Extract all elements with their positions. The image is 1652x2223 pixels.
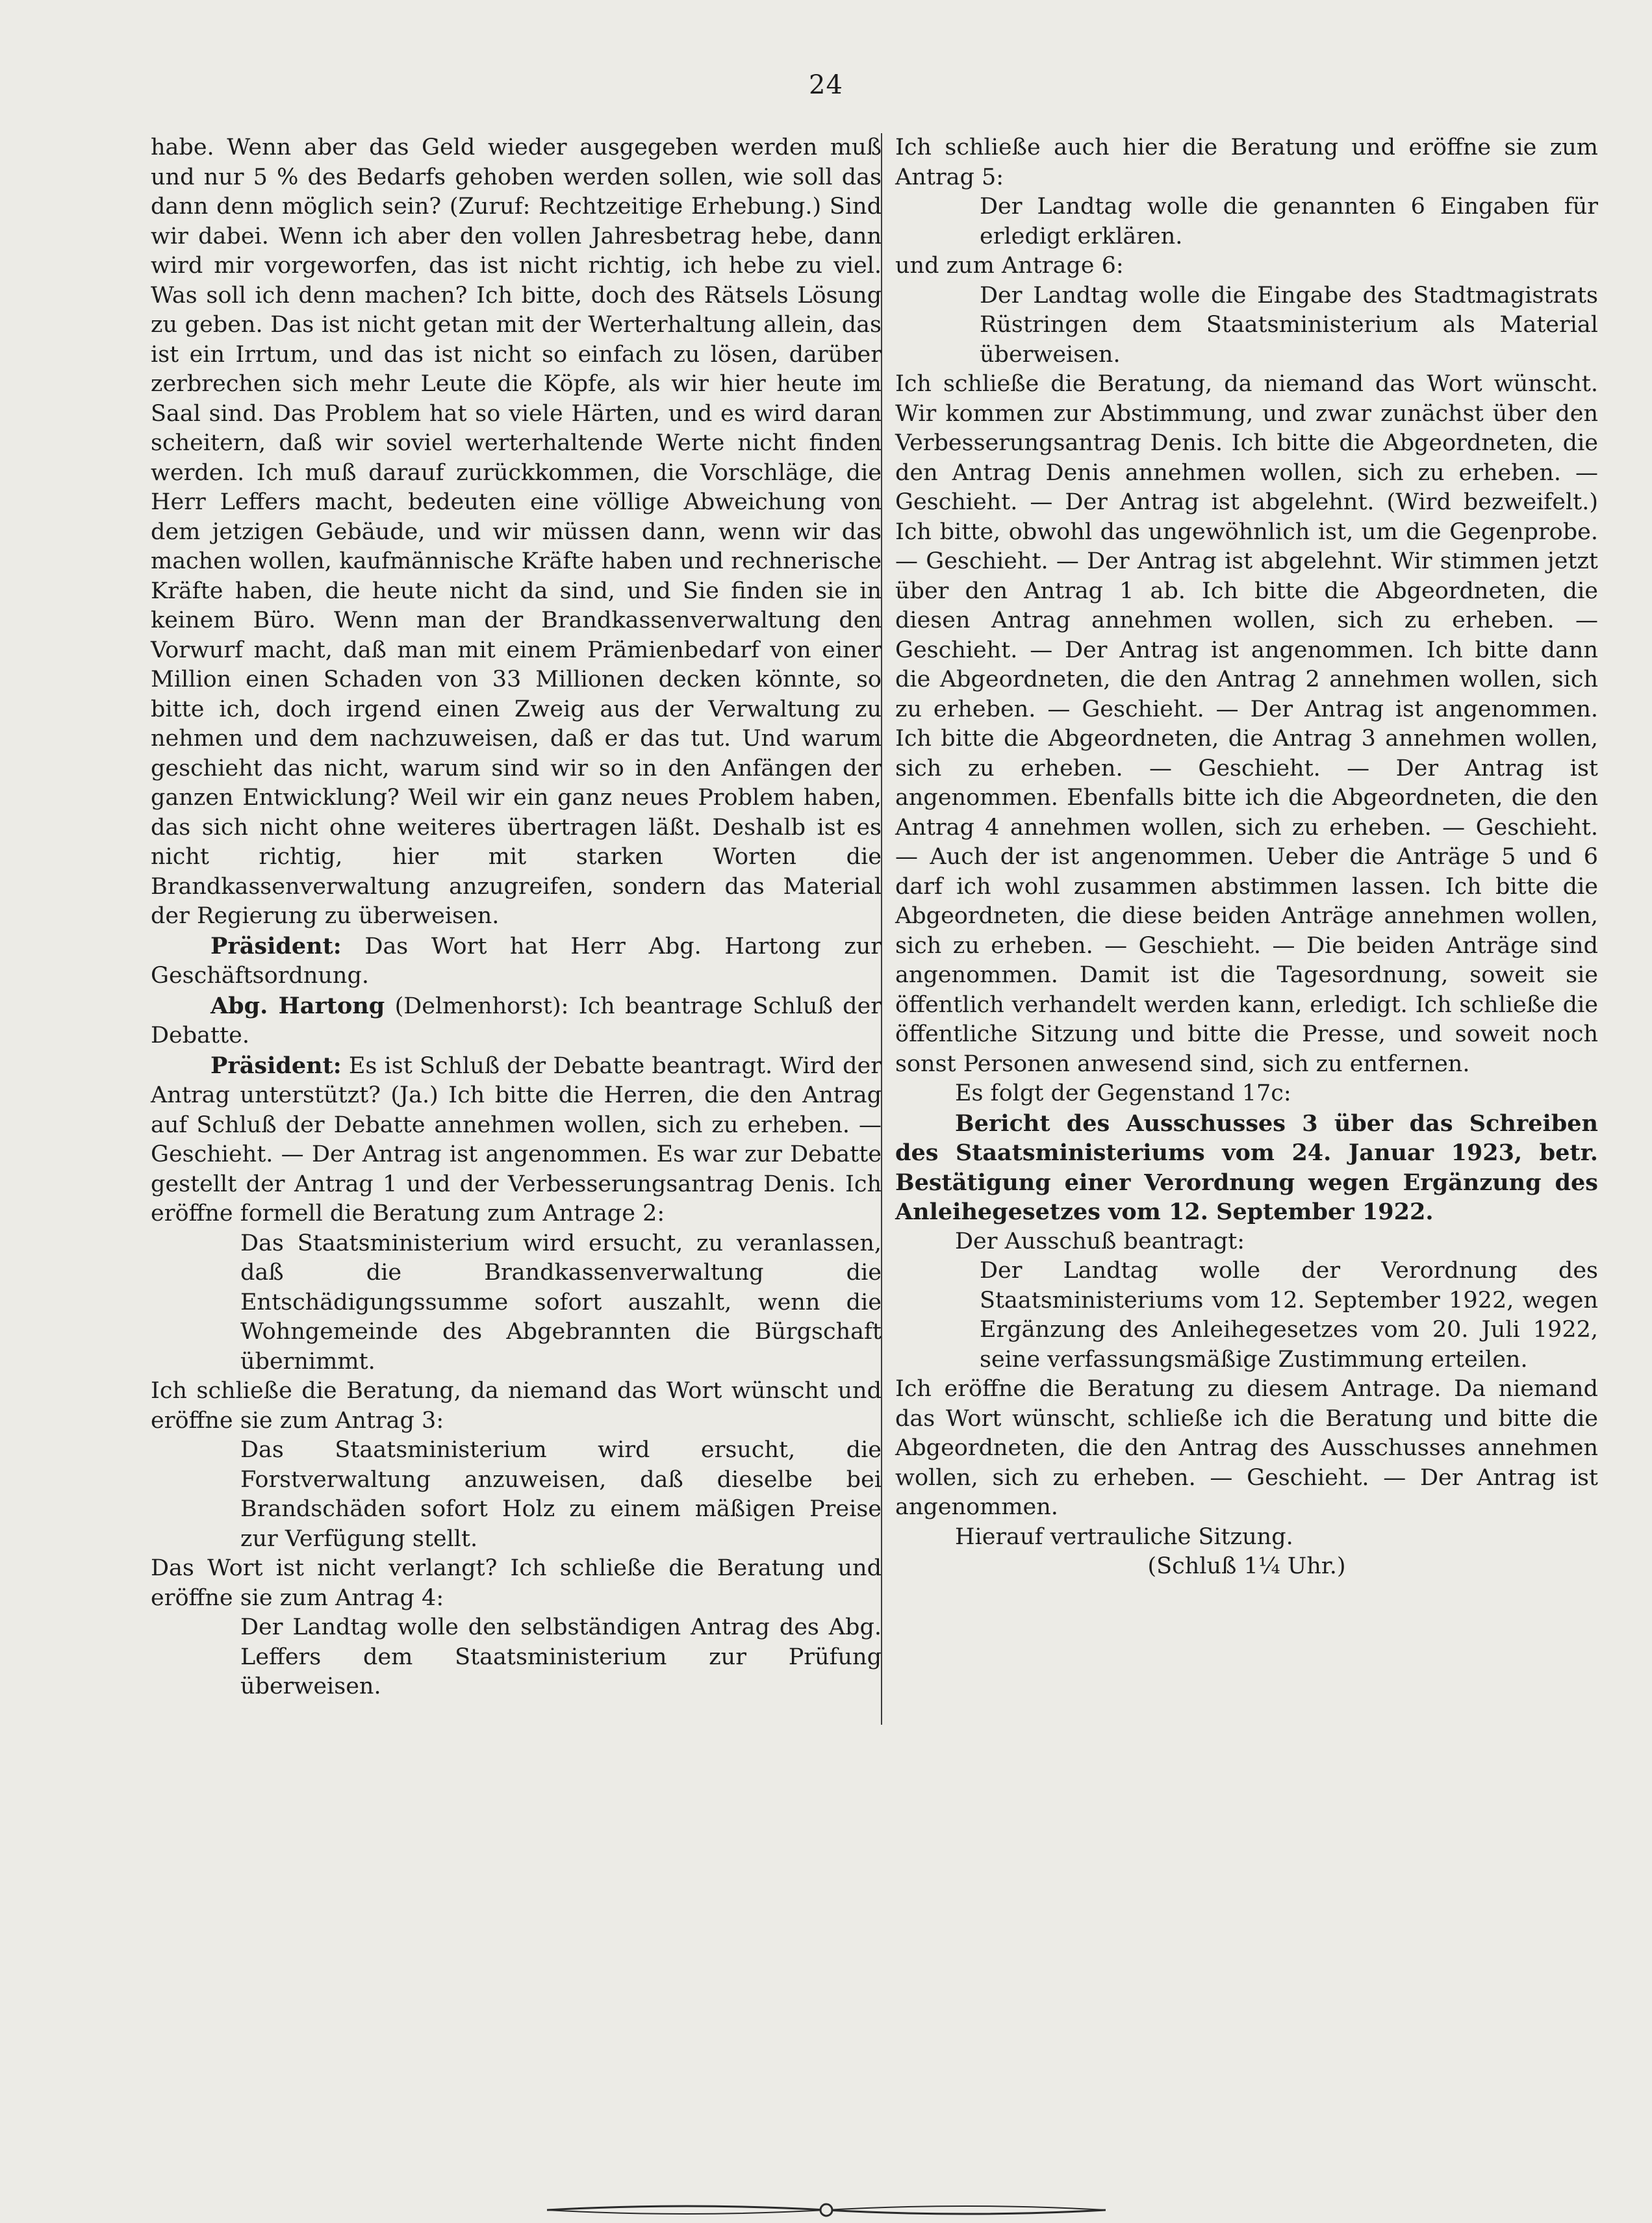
paragraph: Ich schließe die Beratung, da niemand das Wort wünscht und eröffne sie zum Antrag 3: <box>151 1378 882 1434</box>
ornament-rule-icon <box>547 2197 1106 2223</box>
paragraph-text: Es ist Schluß der Debatte beantragt. Wird der Antrag unterstützt? (Ja.) Ich bitte die Herren, die den Antrag auf Schluß der Debatte annehmen wollen, sich zu erheben. — Geschieht. — Der Antrag ist angenommen. Es war zur Debatte gestellt der Antrag 1 und der Verbesserungsantrag Denis. Ich eröffne formell die Beratung zum Antrage 2: <box>151 1052 882 1226</box>
paragraph: Der Ausschuß beantragt: <box>955 1228 1245 1254</box>
paragraph-president <box>151 932 882 991</box>
closing-time: (Schluß 1¼ Uhr.) <box>1147 1553 1346 1579</box>
paragraph-president <box>151 1051 882 1229</box>
motion-text: Der Landtag wolle der Verordnung des Staatsministeriums vom 12. September 1922, wegen Ergänzung des Anleihegesetzes vom 20. Juli 1922, seine verfassungsmäßige Zustimmung erteilen. <box>980 1258 1598 1373</box>
speaker-label: Präsident: <box>210 932 342 959</box>
motion-text: Das Staatsministerium wird ersucht, die Forstverwaltung anzuweisen, daß dieselbe bei Brandschäden sofort Holz zu einem mäßigen Preise zur Verfügung stellt. <box>240 1437 882 1552</box>
motion-text: Der Landtag wolle die Eingabe des Stadtmagistrats Rüstringen dem Staatsministerium als Material überweisen. <box>980 282 1598 368</box>
paragraph-hartong <box>151 991 882 1051</box>
paragraph: und zum Antrage 6: <box>895 253 1124 279</box>
speaker-label: Abg. Hartong <box>210 992 385 1019</box>
paragraph: Ich schließe auch hier die Beratung und eröffne sie zum Antrag 5: <box>895 134 1598 190</box>
motion-text: Der Landtag wolle die genannten 6 Eingaben für erledigt erklären. <box>980 194 1598 249</box>
page-number: 24 <box>809 70 843 100</box>
paragraph: Hierauf vertrauliche Sitzung. <box>955 1523 1293 1550</box>
motion-text: Der Landtag wolle den selbständigen Antrag des Abg. Leffers dem Staatsministerium zur Prüfung überweisen. <box>240 1614 882 1699</box>
paragraph-text: Das Wort hat Herr Abg. Hartong zur Geschäftsordnung. <box>151 933 882 989</box>
paragraph: Es folgt der Gegenstand 17c: <box>955 1080 1291 1106</box>
motion-text: Das Staatsministerium wird ersucht, zu veranlassen, daß die Brandkassenverwaltung die Entschädigungssumme sofort auszahlt, wenn die Wohngemeinde des Abgebrannten die Bürgschaft übernimmt. <box>240 1230 882 1375</box>
speaker-label: Präsident: <box>210 1052 342 1079</box>
paragraph: Ich schließe die Beratung, da niemand das Wort wünscht. Wir kommen zur Abstimmung, und zwar zunächst über den Verbesserungsantrag Denis. Ich bitte die Abgeordneten, die den Antrag Denis annehmen wollen, sich zu erheben. — Geschieht. — Der Antrag ist abgelehnt. (Wird bezweifelt.) Ich bitte, obwohl das ungewöhnlich ist, um die Gegenprobe. — Geschieht. — Der Antrag ist abgelehnt. Wir stimmen jetzt über den Antrag 1 ab. Ich bitte die Abgeordneten, die diesen Antrag annehmen wollen, sich zu erheben. — Geschieht. — Der Antrag ist angenommen. Ich bitte dann die Abgeordneten, die den Antrag 2 annehmen wollen, sich zu erheben. — Geschieht. — Der Antrag ist angenommen. Ich bitte die Abgeordneten, die Antrag 3 annehmen wollen, sich zu erheben. — Geschieht. — Der Antrag ist angenommen. Ebenfalls bitte ich die Abgeordneten, die den Antrag 4 annehmen wollen, sich zu erheben. — Geschieht. — Auch der ist angenommen. Ueber die Anträge 5 und 6 darf ich wohl zusammen abstimmen lassen. Ich bitte die Abgeordneten, die diese beiden Anträge annehmen wollen, sich zu erheben. — Geschieht. — Die beiden Anträge sind angenommen. Damit ist die Tagesordnung, soweit sie öffentlich verhandelt werden kann, erledigt. Ich schließe die öffentliche Sitzung und bitte die Presse, und soweit noch sonst Personen anwesend sind, sich zu entfernen. <box>895 371 1598 1077</box>
right-column <box>895 133 1598 1582</box>
paragraph-text: (Delmenhorst): Ich beantrage Schluß der Debatte. <box>151 993 882 1048</box>
paragraph: Das Wort ist nicht verlangt? Ich schließe die Beratung und eröffne sie zum Antrag 4: <box>151 1555 882 1611</box>
agenda-heading: Bericht des Ausschusses 3 über das Schreiben des Staatsministeriums vom 24. Januar 1923, betr. Bestätigung einer Verordnung wegen Ergänzung des Anleihegesetzes vom 12. September 1922. <box>895 1110 1598 1225</box>
left-column <box>151 133 882 1702</box>
paragraph: Ich eröffne die Beratung zu diesem Antrage. Da niemand das Wort wünscht, schließe ich die Beratung und bitte die Abgeordneten, die den Antrag des Ausschusses annehmen wollen, sich zu erheben. — Geschieht. — Der Antrag ist angenommen. <box>895 1376 1598 1520</box>
paragraph: habe. Wenn aber das Geld wieder ausgegeben werden muß und nur 5 % des Bedarfs gehoben werden sollen, wie soll das dann denn möglich sein? (Zuruf: Rechtzeitige Erhebung.) Sind wir dabei. Wenn ich aber den vollen Jahresbetrag hebe, dann wird mir vorgeworfen, das ist nicht richtig, ich hebe zu viel. Was soll ich denn machen? Ich bitte, doch des Rätsels Lösung zu geben. Das ist nicht getan mit der Werterhaltung allein, das ist ein Irrtum, und das ist nicht so einfach zu lösen, darüber zerbrechen sich mehr Leute die Köpfe, als wir hier heute im Saal sind. Das Problem hat so viele Härten, und es wird daran scheitern, daß wir soviel werterhaltende Werte nicht finden werden. Ich muß darauf zurückkommen, die Vorschläge, die Herr Leffers macht, bedeuten eine völlige Abweichung von dem jetzigen Gebäude, und wir müssen dann, wenn wir das machen wollen, kaufmännische Kräfte haben und rechnerische Kräfte haben, die heute nicht da sind, und Sie finden sie in keinem Büro. Wenn man der Brandkassenverwaltung den Vorwurf macht, daß man mit einem Prämienbedarf von einer Million einen Schaden von 33 Millionen decken könnte, so bitte ich, doch irgend einen Zweig aus der Verwaltung zu nehmen und dem nachzuweisen, daß er das tut. Und warum geschieht das nicht, warum sind wir so in den Anfängen der ganzen Entwicklung? Weil wir ein ganz neues Problem haben, das sich nicht ohne weiteres übertragen läßt. Deshalb ist es nicht richtig, hier mit starken Worten die Brandkassenverwaltung anzugreifen, sondern das Material der Regierung zu überweisen. <box>151 134 882 929</box>
